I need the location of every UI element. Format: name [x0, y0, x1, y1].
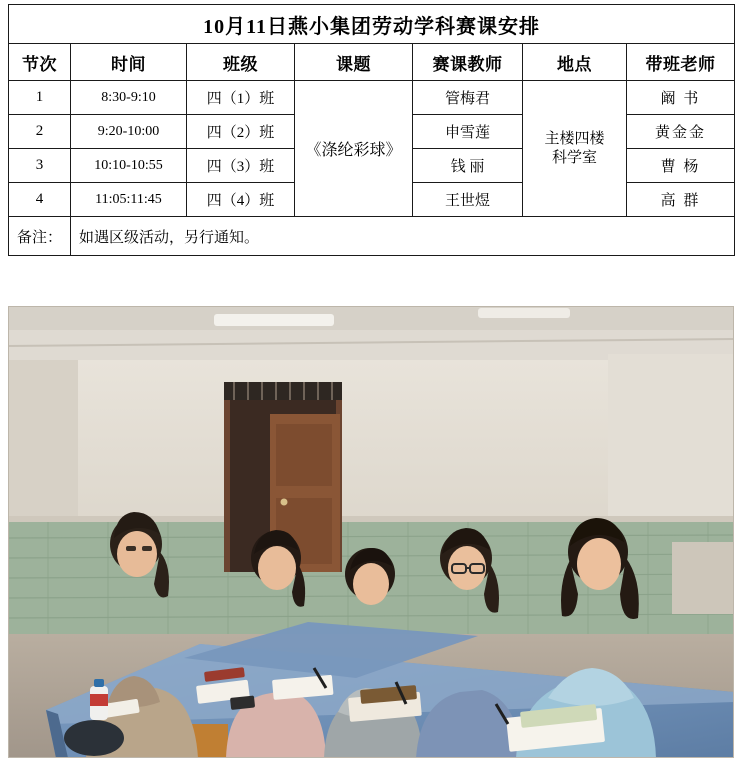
cell-no-1: 1: [9, 81, 71, 115]
table-row: [9, 81, 735, 115]
column-header-teacher: 赛课教师: [413, 44, 523, 81]
column-header-class: 班级: [187, 44, 295, 81]
table-header-row: [9, 44, 735, 81]
column-header-no: 节次: [9, 44, 71, 81]
cell-time-1: 8:30-9:10: [71, 81, 187, 115]
cell-lead-2: 黄金金: [627, 115, 735, 149]
column-header-place: 地点: [523, 44, 627, 81]
cell-lead-4: 高 群: [627, 183, 735, 217]
cell-teacher-4: 王世煜: [413, 183, 523, 217]
table-title-row: [9, 5, 735, 44]
page-right-margin: [736, 0, 744, 760]
page-title: 10月11日燕小集团劳动学科赛课安排: [9, 5, 735, 44]
cell-lead-1: 阚 书: [627, 81, 735, 115]
cell-place: [523, 81, 627, 217]
cell-lead-3: 曹 杨: [627, 149, 735, 183]
cell-class-2: 四（2）班: [187, 115, 295, 149]
place-line-1: 主楼四楼: [544, 130, 605, 147]
photo-illustration: [8, 306, 734, 758]
schedule-table: [8, 4, 735, 256]
cell-teacher-2: 申雪莲: [413, 115, 523, 149]
note-text: 如遇区级活动，另行通知。: [71, 217, 735, 256]
column-header-time: 时间: [71, 44, 187, 81]
column-header-lead: 带班老师: [627, 44, 735, 81]
column-header-topic: 课题: [295, 44, 413, 81]
place-line-2: 科学室: [551, 149, 597, 166]
cell-class-1: 四（1）班: [187, 81, 295, 115]
cell-teacher-3: 钱 丽: [413, 149, 523, 183]
cell-no-2: 2: [9, 115, 71, 149]
cell-class-3: 四（3）班: [187, 149, 295, 183]
cell-time-4: 11:05:11:45: [71, 183, 187, 217]
classroom-listening-photo: [8, 306, 734, 758]
schedule-table-container: [8, 4, 734, 256]
cell-time-2: 9:20-10:00: [71, 115, 187, 149]
cell-topic: 《涤纶彩球》: [295, 81, 413, 217]
cell-no-3: 3: [9, 149, 71, 183]
note-label: 备注：: [9, 217, 71, 256]
cell-time-3: 10:10-10:55: [71, 149, 187, 183]
cell-no-4: 4: [9, 183, 71, 217]
cell-teacher-1: 管梅君: [413, 81, 523, 115]
table-note-row: [9, 217, 735, 256]
cell-class-4: 四（4）班: [187, 183, 295, 217]
